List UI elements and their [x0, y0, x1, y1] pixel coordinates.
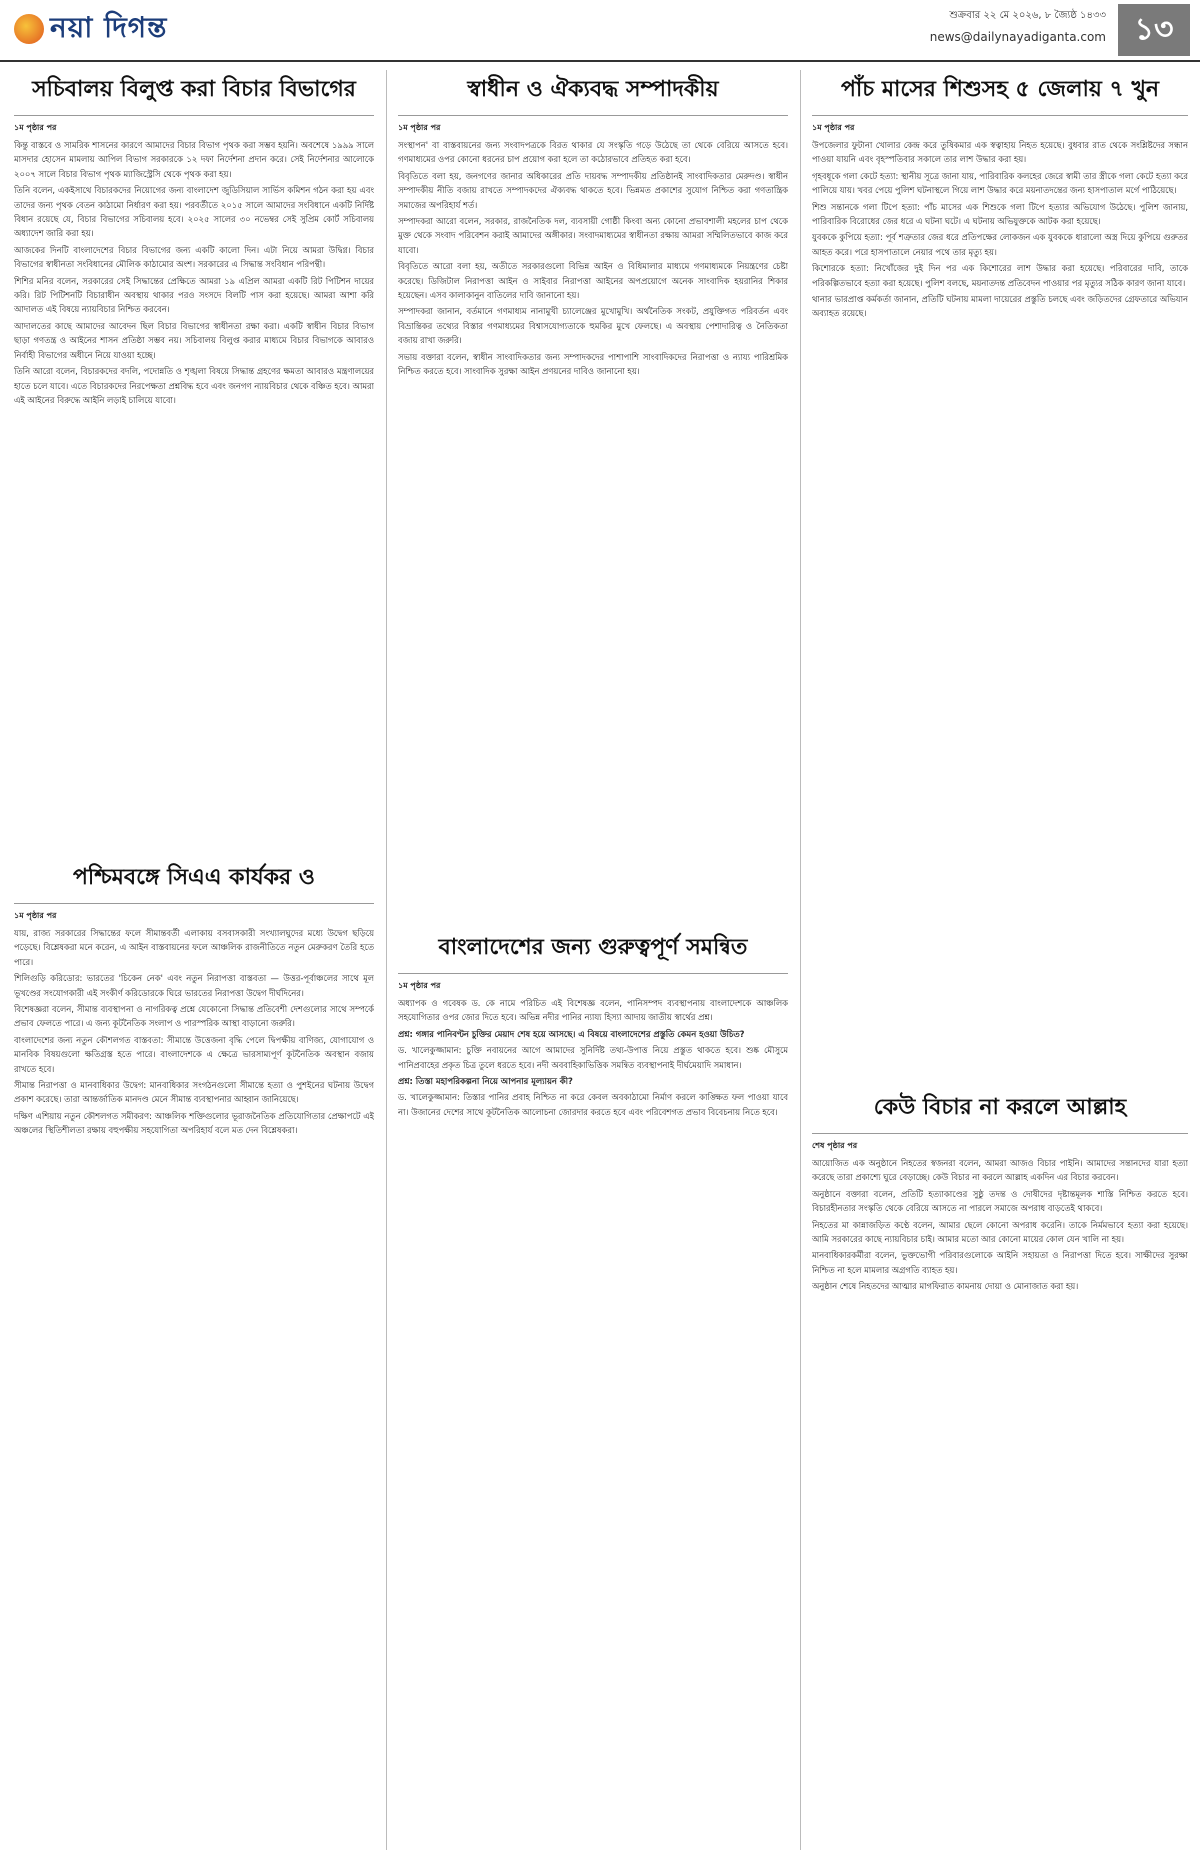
column-divider: [800, 70, 801, 1850]
headline: সচিবালয় বিলুপ্ত করা বিচার বিভাগের: [14, 72, 374, 116]
article-water: [398, 930, 788, 1850]
question: প্রশ্ন: তিস্তা মহাপরিকল্পনা নিয়ে আপনার মূল্যায়ন কী?: [398, 1076, 573, 1087]
paragraph: সভায় বক্তারা বলেন, স্বাধীন সাংবাদিকতার জন্য সম্পাদকদের পাশাপাশি সাংবাদিকদের নিরাপত্তা ও ন্যায্য পারিশ্রমিক নিশ্চিত করতে হবে। সাংবাদিক সুরক্ষা আইন প্রণয়নের দাবিও জানানো হয়।: [398, 351, 788, 377]
paragraph: আদালতের কাছে আমাদের আবেদন ছিল বিচার বিভাগের স্বাধীনতা রক্ষা করা। একটি স্বাধীন বিচার বিভাগ ছাড়া গণতন্ত্র ও আইনের শাসন প্রতিষ্ঠা সম্ভব নয়। সচিবালয় বিলুপ্ত করার মাধ্যমে বিচার বিভাগকে আবারও নির্বাহী বিভাগের অধীনে নিয়ে যাওয়া হচ্ছে।: [14, 320, 374, 360]
question: প্রশ্ন: গঙ্গার পানিবণ্টন চুক্তির মেয়াদ শেষ হয়ে আসছে। এ বিষয়ে বাংলাদেশের প্রস্তুতি কেমন হওয়া উচিত?: [398, 1028, 745, 1039]
article-body: [14, 926, 374, 1138]
paragraph: তিনি আরো বলেন, বিচারকদের বদলি, পদোন্নতি ও শৃঙ্খলা বিষয়ে সিদ্ধান্ত গ্রহণের ক্ষমতা আবারও মন্ত্রণালয়ের হাতে চলে যাবে। এতে বিচারকদের নিরপেক্ষতা প্রশ্নবিদ্ধ হবে এবং জনগণ ন্যায়বিচার থেকে বঞ্চিত হবে। আমরা এই আইনের বিরুদ্ধে আইনি লড়াই চালিয়ে যাবো।: [14, 366, 374, 405]
paragraph: অনুষ্ঠান শেষে নিহতদের আত্মার মাগফিরাত কামনায় দোয়া ও মোনাজাত করা হয়।: [812, 1281, 1079, 1292]
paragraph: অধ্যাপক ও গবেষক ড. কে নামে পরিচিত এই বিশেষজ্ঞ বলেন, পানিসম্পদ ব্যবস্থাপনায় বাংলাদেশকে আঞ্চলিক সহযোগিতার ওপর জোর দিতে হবে। অভিন্ন নদীর পানির ন্যায্য হিস্যা আদায় জাতীয় স্বার্থের প্রশ্ন।: [398, 998, 788, 1023]
article-editors: [398, 72, 788, 912]
paragraph: কিশোরকে হত্যা: নিখোঁজের দুই দিন পর এক কিশোরের লাশ উদ্ধার করা হয়েছে। পরিবারের দাবি, তাকে পরিকল্পিতভাবে হত্যা করা হয়েছে। পুলিশ বলছে, ময়নাতদন্ত প্রতিবেদন পাওয়ার পর মৃত্যুর সঠিক কারণ জানা যাবে।: [812, 263, 1188, 288]
article-body: [812, 1156, 1188, 1294]
paragraph: থানার ভারপ্রাপ্ত কর্মকর্তা জানান, প্রতিটি ঘটনায় মামলা দায়েরের প্রস্তুতি চলছে এবং জড়িতদের গ্রেফতারে অভিযান অব্যাহত রয়েছে।: [812, 294, 1188, 319]
paragraph: শিশু সন্তানকে গলা টিপে হত্যা: পাঁচ মাসের এক শিশুকে গলা টিপে হত্যার অভিযোগ উঠেছে। পুলিশ জানায়, পারিবারিক বিরোধের জের ধরে এ ঘটনা ঘটে। এ ঘটনায় অভিযুক্তকে আটক করা হয়েছে।: [812, 201, 1188, 227]
sun-logo-icon: [14, 14, 44, 44]
paragraph: মানবাধিকারকর্মীরা বলেন, ভুক্তভোগী পরিবারগুলোকে আইনি সহায়তা ও নিরাপত্তা দিতে হবে। সাক্ষীদের সুরক্ষা নিশ্চিত না হলে মামলার অগ্রগতি ব্যাহত হয়।: [812, 1250, 1188, 1275]
paragraph: গৃহবধূকে গলা কেটে হত্যা: স্থানীয় সূত্রে জানা যায়, পারিবারিক কলহের জেরে স্বামী তার স্ত্রীকে গলা কেটে হত্যা করে পালিয়ে যায়। খবর পেয়ে পুলিশ ঘটনাস্থলে গিয়ে লাশ উদ্ধার করে ময়নাতদন্তের জন্য হাসপাতাল মর্গে পাঠিয়েছে।: [812, 170, 1188, 196]
site-email[interactable]: news@dailynayadiganta.com: [929, 30, 1106, 44]
paragraph: কিন্তু বাস্তবে ও সামরিক শাসনের কারণে আমাদের বিচার বিভাগ পৃথক করা সম্ভব হয়নি। অবশেষে ১৯৯৯ সালে মাসদার হোসেন মামলায় আপিল বিভাগ সরকারকে ১২ দফা নির্দেশনা প্রদান করে। সেই নির্দেশনার আলোকে ২০০৭ সালে বিচার বিভাগ পৃথক ম্যাজিস্ট্রেসি থেকে পৃথক করা হয়।: [14, 140, 374, 179]
paragraph: আয়োজিত এক অনুষ্ঠানে নিহতের স্বজনরা বলেন, আমরা আজও বিচার পাইনি। আমাদের সন্তানদের যারা হত্যা করেছে তারা প্রকাশ্যে ঘুরে বেড়াচ্ছে। কেউ বিচার না করলে আল্লাহ একদিন এর বিচার করবেন।: [812, 1158, 1188, 1183]
article-murders: [812, 72, 1188, 1072]
paragraph: বাংলাদেশের জন্য নতুন কৌশলগত বাস্তবতা: সীমান্তে উত্তেজনা বৃদ্ধি পেলে দ্বিপক্ষীয় বাণিজ্য, যোগাযোগ ও মানবিক বিষয়গুলো ক্ষতিগ্রস্ত হতে পারে। বাংলাদেশকে এ ক্ষেত্রে ভারসাম্যপূর্ণ কূটনৈতিক অবস্থান বজায় রাখতে হবে।: [14, 1034, 374, 1074]
paragraph: যায়, রাজ্য সরকারের সিদ্ধান্তের ফলে সীমান্তবর্তী এলাকায় বসবাসকারী সংখ্যালঘুদের মধ্যে উদ্বেগ ছড়িয়ে পড়েছে। বিশ্লেষকরা মনে করেন, এ আইন বাস্তবায়নের ফলে আঞ্চলিক রাজনীতিতে নতুন মেরুকরণ তৈরি হতে পারে।: [14, 928, 374, 967]
column-divider: [386, 70, 387, 1850]
paragraph: সম্পাদকরা আরো বলেন, সরকার, রাজনৈতিক দল, ব্যবসায়ী গোষ্ঠী কিংবা অন্য কোনো প্রভাবশালী মহলের চাপ থেকে মুক্ত থেকে সংবাদ পরিবেশন করাই আমাদের অঙ্গীকার। সংবাদমাধ্যমের স্বাধীনতা রক্ষায় আমরা সম্মিলিতভাবে কাজ করে যাবো।: [398, 216, 788, 255]
paragraph: দক্ষিণ এশিয়ায় নতুন কৌশলগত সমীকরণ: আঞ্চলিক শক্তিগুলোর ভূরাজনৈতিক প্রতিযোগিতার প্রেক্ষাপটে এই অঞ্চলের স্থিতিশীলতা রক্ষায় বহুপক্ষীয় সহযোগিতা অপরিহার্য বলে মত দেন বিশ্লেষকরা।: [14, 1110, 374, 1136]
article-judiciary: [14, 72, 374, 842]
continued-label: শেষ পৃষ্ঠার পর: [812, 1141, 858, 1150]
paragraph: উপজেলার ফুটানা খোলার কেন্দ্র করে তুষিকমার এক স্বত্বাহায় নিহত হয়েছে। বুধবার রাত থেকে সংশ্লিষ্টদের সন্ধান পাওয়া যায়নি এবং বৃহস্পতিবার সকালে তার লাশ উদ্ধার করা হয়।: [812, 140, 1188, 165]
article-body: [398, 996, 788, 1119]
paragraph: সীমান্ত নিরাপত্তা ও মানবাধিকার উদ্বেগ: মানবাধিকার সংগঠনগুলো সীমান্তে হত্যা ও পুশইনের ঘটনায় উদ্বেগ প্রকাশ করেছে। তারা আন্তর্জাতিক মানদণ্ড মেনে সীমান্ত ব্যবস্থাপনার আহ্বান জানিয়েছে।: [14, 1080, 374, 1105]
article-body: [812, 138, 1188, 321]
paragraph: শিলিগুড়ি করিডোর: ভারতের 'চিকেন নেক' এবং নতুন নিরাপত্তা বাস্তবতা — উত্তর-পূর্বাঞ্চলের সাথে মূল ভূখণ্ডের সংযোগকারী এই সংকীর্ণ করিডোরকে ঘিরে ভারতের নিরাপত্তা উদ্বেগ দীর্ঘদিনের।: [14, 973, 374, 998]
paragraph: ড. খালেকুজ্জামান: চুক্তি নবায়নের আগে আমাদের সুনির্দিষ্ট তথ্য-উপাত্ত নিয়ে প্রস্তুত থাকতে হবে। শুষ্ক মৌসুমে পানিপ্রবাহের প্রকৃত চিত্র তুলে ধরতে হবে। নদী অববাহিকাভিত্তিক সমন্বিত ব্যবস্থাপনাই দীর্ঘমেয়াদি সমাধান।: [398, 1045, 788, 1070]
page-number: ১৩: [1118, 4, 1190, 56]
paragraph: বিবৃতিতে বলা হয়, জনগণের জানার অধিকারের প্রতি দায়বদ্ধ সম্পাদকীয় প্রতিষ্ঠানই সাংবাদিকতার মেরুদণ্ড। স্বাধীন সম্পাদকীয় নীতি বজায় রাখতে সম্পাদকদের ঐক্যবদ্ধ থাকতে হবে। ভিন্নমত প্রকাশের সুযোগ নিশ্চিত করা গণতান্ত্রিক সমাজের অপরিহার্য শর্ত।: [398, 170, 788, 210]
paragraph: নিহতের মা কান্নাজড়িত কণ্ঠে বলেন, আমার ছেলে কোনো অপরাধ করেনি। তাকে নির্মমভাবে হত্যা করা হয়েছে। আমি সরকারের কাছে ন্যায়বিচার চাই। আমার মতো আর কোনো মায়ের কোল যেন খালি না হয়।: [812, 1219, 1188, 1245]
headline: বাংলাদেশের জন্য গুরুত্বপূর্ণ সমন্বিত: [398, 930, 788, 974]
newspaper-logo[interactable]: [14, 6, 167, 52]
paragraph: তিনি বলেন, একইসাথে বিচারকদের নিয়োগের জন্য বাংলাদেশ জুডিসিয়াল সার্ভিস কমিশন গঠন করা হয় এবং তাদের জন্য পৃথক বেতন কাঠামো নির্ধারণ করা হয়। পরবর্তীতে ২০১৫ সালে আমাদের সংবিধানে একটি নির্দিষ্ট বিধান রয়েছে যে, বিচার বিভাগের সচিবালয় হবে। ২০২৫ সালের ৩০ নভেম্বর সেই সুপ্রিম কোর্ট সচিবালয় অধ্যাদেশ জারি করা হয়।: [14, 185, 374, 239]
continued-label: ১ম পৃষ্ঠার পর: [14, 911, 57, 920]
article-caa: [14, 860, 374, 1850]
paragraph: আজকের দিনটি বাংলাদেশের বিচার বিভাগের জন্য একটি কালো দিন। এটা নিয়ে আমরা উদ্বিগ্ন। বিচার বিভাগের স্বাধীনতা সংবিধানের মৌলিক কাঠামোর অংশ। সরকারের এ সিদ্ধান্ত সংবিধান পরিপন্থী।: [14, 244, 374, 270]
paragraph: বিবৃতিতে আরো বলা হয়, অতীতে সরকারগুলো বিভিন্ন আইন ও বিধিমালার মাধ্যমে গণমাধ্যমকে নিয়ন্ত্রণের চেষ্টা করেছে। ডিজিটাল নিরাপত্তা আইন ও সাইবার নিরাপত্তা আইনের অপপ্রয়োগে অনেক সাংবাদিক হয়রানির শিকার হয়েছেন। এসব কালাকানুন বাতিলের দাবি জানানো হয়।: [398, 261, 788, 301]
article-body: [14, 138, 374, 407]
article-justice: [812, 1090, 1188, 1850]
continued-label: ১ম পৃষ্ঠার পর: [812, 123, 855, 132]
issue-date: শুক্রবার ২২ মে ২০২৬, ৮ জ্যৈষ্ঠ ১৪৩৩: [949, 10, 1106, 21]
headline: পশ্চিমবঙ্গে সিএএ কার্যকর ও: [14, 860, 374, 904]
paragraph: অনুষ্ঠানে বক্তারা বলেন, প্রতিটি হত্যাকাণ্ডের সুষ্ঠু তদন্ত ও দোষীদের দৃষ্টান্তমূলক শাস্তি নিশ্চিত করতে হবে। বিচারহীনতার সংস্কৃতি থেকে বেরিয়ে আসতে না পারলে সমাজে অপরাধ বাড়তেই থাকবে।: [812, 1188, 1188, 1214]
paragraph: যুবককে কুপিয়ে হত্যা: পূর্ব শত্রুতার জের ধরে প্রতিপক্ষের লোকজন এক যুবককে ধারালো অস্ত্র দিয়ে কুপিয়ে গুরুতর আহত করে। পরে হাসপাতালে নেয়ার পথে তার মৃত্যু হয়।: [812, 232, 1188, 257]
continued-label: ১ম পৃষ্ঠার পর: [398, 123, 441, 132]
article-body: [398, 138, 788, 379]
paragraph: ড. খালেকুজ্জামান: তিস্তার পানির প্রবাহ নিশ্চিত না করে কেবল অবকাঠামো নির্মাণ করলে কাঙ্ক্ষিত ফল পাওয়া যাবে না। উজানের দেশের সাথে কূটনৈতিক আলোচনা জোরদার করতে হবে এবং পরিবেশগত প্রভাব বিবেচনায় নিতে হবে।: [398, 1092, 788, 1117]
paragraph: সম্পাদকরা জানান, বর্তমানে গণমাধ্যম নানামুখী চ্যালেঞ্জের মুখোমুখি। অর্থনৈতিক সংকট, প্রযুক্তিগত পরিবর্তন এবং বিভ্রান্তিকর তথ্যের বিস্তার গণমাধ্যমের বিশ্বাসযোগ্যতাকে হুমকির মুখে ফেলছে। এ অবস্থায় পেশাদারিত্ব ও নৈতিকতা বজায় রাখা জরুরি।: [398, 306, 788, 346]
headline: পাঁচ মাসের শিশুসহ ৫ জেলায় ৭ খুন: [812, 72, 1188, 116]
logo-text: নয়া দিগন্ত: [50, 10, 168, 44]
paragraph: শিশির মনির বলেন, সরকারের সেই সিদ্ধান্তের প্রেক্ষিতে আমরা ১৯ এপ্রিল আমরা একটি রিট পিটিশন দায়ের করি। রিট পিটিশনটি বিচারাধীন অবস্থায় থাকার পরও সংসদে বিলটি পাস করা হয়েছে। আমরা আশা করি আদালত এই বিষয়ে ন্যায়বিচার নিশ্চিত করবেন।: [14, 275, 374, 315]
headline: স্বাধীন ও ঐক্যবদ্ধ সম্পাদকীয়: [398, 72, 788, 116]
headline: কেউ বিচার না করলে আল্লাহ: [812, 1090, 1188, 1134]
continued-label: ১ম পৃষ্ঠার পর: [14, 123, 57, 132]
paragraph: বিশেষজ্ঞরা বলেন, সীমান্ত ব্যবস্থাপনা ও নাগরিকত্ব প্রশ্নে যেকোনো সিদ্ধান্ত প্রতিবেশী দেশগুলোর সাথে সম্পর্কে প্রভাব ফেলতে পারে। এ জন্য কূটনৈতিক সংলাপ ও পারস্পরিক আস্থা বাড়ানো জরুরি।: [14, 1004, 374, 1029]
continued-label: ১ম পৃষ্ঠার পর: [398, 981, 441, 990]
masthead: [0, 0, 1200, 62]
paragraph: সংস্থাপন' বা বাস্তবায়নের জন্য সংবাদপত্রকে বিরত থাকার যে সংস্কৃতি গড়ে উঠেছে তা থেকে বেরিয়ে আসতে হবে। গণমাধ্যমের ওপর কোনো ধরনের চাপ প্রয়োগ করা হলে তা কঠোরভাবে প্রতিহত করা হবে।: [398, 140, 788, 165]
